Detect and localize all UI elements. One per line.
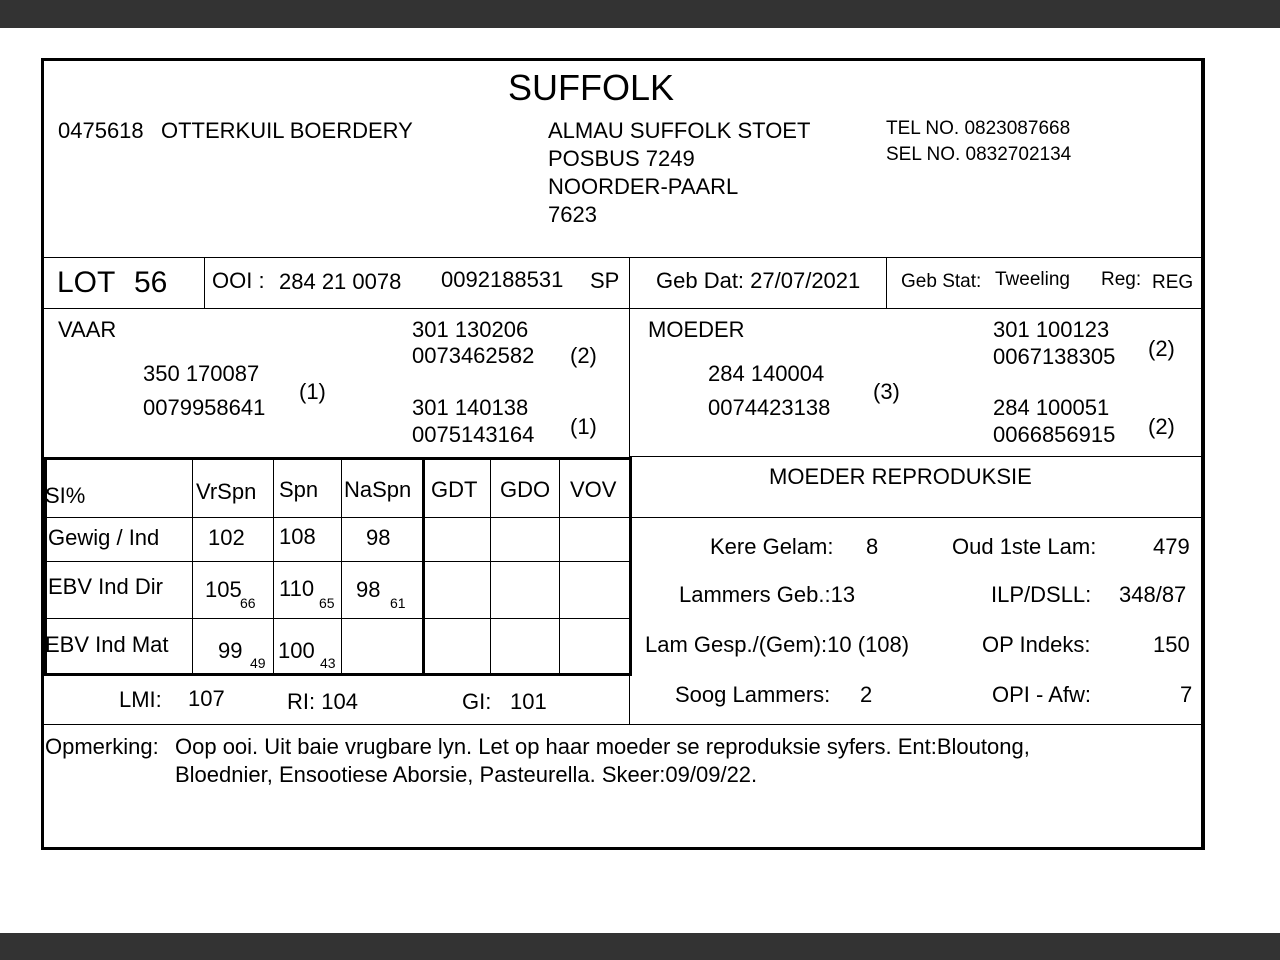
- divider: [886, 258, 887, 308]
- table-cell-subscript: 61: [390, 595, 406, 611]
- dam-sire-id: 301 100123: [993, 317, 1110, 342]
- table-cell: 98: [366, 525, 391, 550]
- gi-label: GI:: [462, 689, 492, 714]
- table-cell: 102: [208, 525, 245, 550]
- vaar-label: VAAR: [58, 317, 117, 342]
- table-line: [490, 458, 491, 674]
- divider: [204, 258, 205, 308]
- divider: [630, 456, 1202, 457]
- col-header: GDO: [500, 477, 551, 502]
- dam-dam-reg: 0066856915: [993, 422, 1116, 447]
- table-cell: 105: [205, 577, 242, 602]
- remark-line-1: Oop ooi. Uit baie vrugbare lyn. Let op haar moeder se reproduksie syfers. Ent:Bloutong,: [175, 734, 1030, 759]
- sel-number: SEL NO. 0832702134: [886, 144, 1072, 165]
- divider: [44, 257, 1202, 258]
- table-line: [192, 458, 193, 674]
- col-header: GDT: [431, 477, 478, 502]
- address-line-3: NOORDER-PAARL: [548, 174, 739, 199]
- table-cell: 108: [279, 524, 316, 549]
- bottom-bar: [0, 933, 1280, 960]
- table-cell-subscript: 49: [250, 655, 266, 671]
- divider: [629, 258, 630, 308]
- opi-value: 7: [1180, 682, 1193, 707]
- soog-value: 2: [860, 682, 873, 707]
- soog-label: Soog Lammers:: [675, 682, 831, 707]
- divider: [44, 308, 1202, 309]
- ilp-label: ILP/DSLL:: [991, 582, 1092, 607]
- row-label: EBV Ind Dir: [48, 574, 163, 599]
- birth-status-value: Tweeling: [995, 269, 1070, 290]
- table-line: [44, 517, 1202, 518]
- ooi-label: OOI :: [212, 268, 265, 293]
- lam-gesp: Lam Gesp./(Gem):10 (108): [645, 632, 910, 657]
- op-label: OP Indeks:: [982, 632, 1091, 657]
- address-line-1: ALMAU SUFFOLK STOET: [548, 118, 811, 143]
- sire-sire-reg: 0073462582: [412, 343, 535, 368]
- table-cell-subscript: 66: [240, 595, 256, 611]
- table-cell: 110: [279, 576, 315, 601]
- lammers-geb: Lammers Geb.:13: [679, 582, 856, 607]
- table-line: [44, 561, 630, 562]
- lmi-value: 107: [188, 686, 225, 711]
- col-header: VrSpn: [196, 479, 257, 504]
- sire-id: 350 170087: [143, 361, 260, 386]
- ilp-value: 348/87: [1119, 582, 1187, 607]
- sire-sire-id: 301 130206: [412, 317, 529, 342]
- breeder-number: 0475618: [58, 118, 144, 143]
- reg-label: Reg:: [1101, 269, 1142, 290]
- table-cell-subscript: 43: [320, 655, 336, 671]
- dam-id: 284 140004: [708, 361, 825, 386]
- breed-title: SUFFOLK: [508, 67, 675, 108]
- sp-label: SP: [590, 268, 620, 293]
- birth-date: Geb Dat: 27/07/2021: [656, 268, 861, 293]
- table-cell-subscript: 65: [319, 595, 335, 611]
- address-line-2: POSBUS 7249: [548, 146, 695, 171]
- top-bar: [0, 0, 1280, 28]
- table-line: [559, 458, 560, 674]
- oud-label: Oud 1ste Lam:: [952, 534, 1097, 559]
- table-border: [44, 457, 632, 460]
- table-border: [44, 673, 632, 676]
- moeder-label: MOEDER: [648, 317, 745, 342]
- col-header: NaSpn: [344, 477, 412, 502]
- kere-gelam-value: 8: [866, 534, 879, 559]
- table-border: [629, 457, 632, 675]
- table-line: [273, 458, 274, 674]
- remark-line-2: Bloednier, Ensootiese Aborsie, Pasteurella. Skeer:09/09/22.: [175, 762, 758, 787]
- sire-reg: 0079958641: [143, 395, 266, 420]
- reproduction-title: MOEDER REPRODUKSIE: [769, 464, 1032, 489]
- remark-label: Opmerking:: [45, 734, 159, 759]
- dam-reg: 0074423138: [708, 395, 831, 420]
- breeder-name: OTTERKUIL BOERDERY: [161, 118, 413, 143]
- gi-value: 101: [510, 689, 547, 714]
- kere-gelam-label: Kere Gelam:: [710, 534, 834, 559]
- dam-sire-mark: (2): [1148, 336, 1175, 361]
- lot-label: LOT: [57, 266, 116, 299]
- col-header: Spn: [279, 477, 319, 502]
- dam-dam-mark: (2): [1148, 414, 1175, 439]
- row-label: Gewig / Ind: [48, 525, 160, 550]
- row-label: EBV Ind Mat: [45, 632, 169, 657]
- reg-value: REG: [1152, 272, 1194, 293]
- ri-value: RI: 104: [287, 689, 358, 714]
- registration-number: 0092188531: [441, 267, 564, 292]
- table-cell: 100: [278, 638, 315, 663]
- table-border: [422, 457, 425, 675]
- opi-label: OPI - Afw:: [992, 682, 1092, 707]
- sire-dam-id: 301 140138: [412, 395, 529, 420]
- dam-dam-id: 284 100051: [993, 395, 1110, 420]
- table-line: [341, 458, 342, 674]
- op-value: 150: [1153, 632, 1190, 657]
- divider: [44, 724, 1202, 725]
- table-corner: SI%: [45, 483, 86, 508]
- address-line-4: 7623: [548, 202, 597, 227]
- sire-dam-mark: (1): [570, 414, 597, 439]
- lot-number: 56: [134, 266, 168, 299]
- birth-status-label: Geb Stat:: [901, 271, 982, 292]
- col-header: VOV: [570, 477, 617, 502]
- table-cell: 99: [218, 638, 243, 663]
- sire-sire-mark: (2): [570, 343, 597, 368]
- table-line: [44, 618, 630, 619]
- oud-value: 479: [1153, 534, 1190, 559]
- table-cell: 98: [356, 577, 381, 602]
- dam-mark: (3): [873, 379, 900, 404]
- dam-sire-reg: 0067138305: [993, 344, 1116, 369]
- sire-dam-reg: 0075143164: [412, 422, 535, 447]
- lmi-label: LMI:: [119, 687, 162, 712]
- ooi-id: 284 21 0078: [279, 269, 402, 294]
- tel-number: TEL NO. 0823087668: [886, 118, 1071, 139]
- sire-mark: (1): [299, 379, 326, 404]
